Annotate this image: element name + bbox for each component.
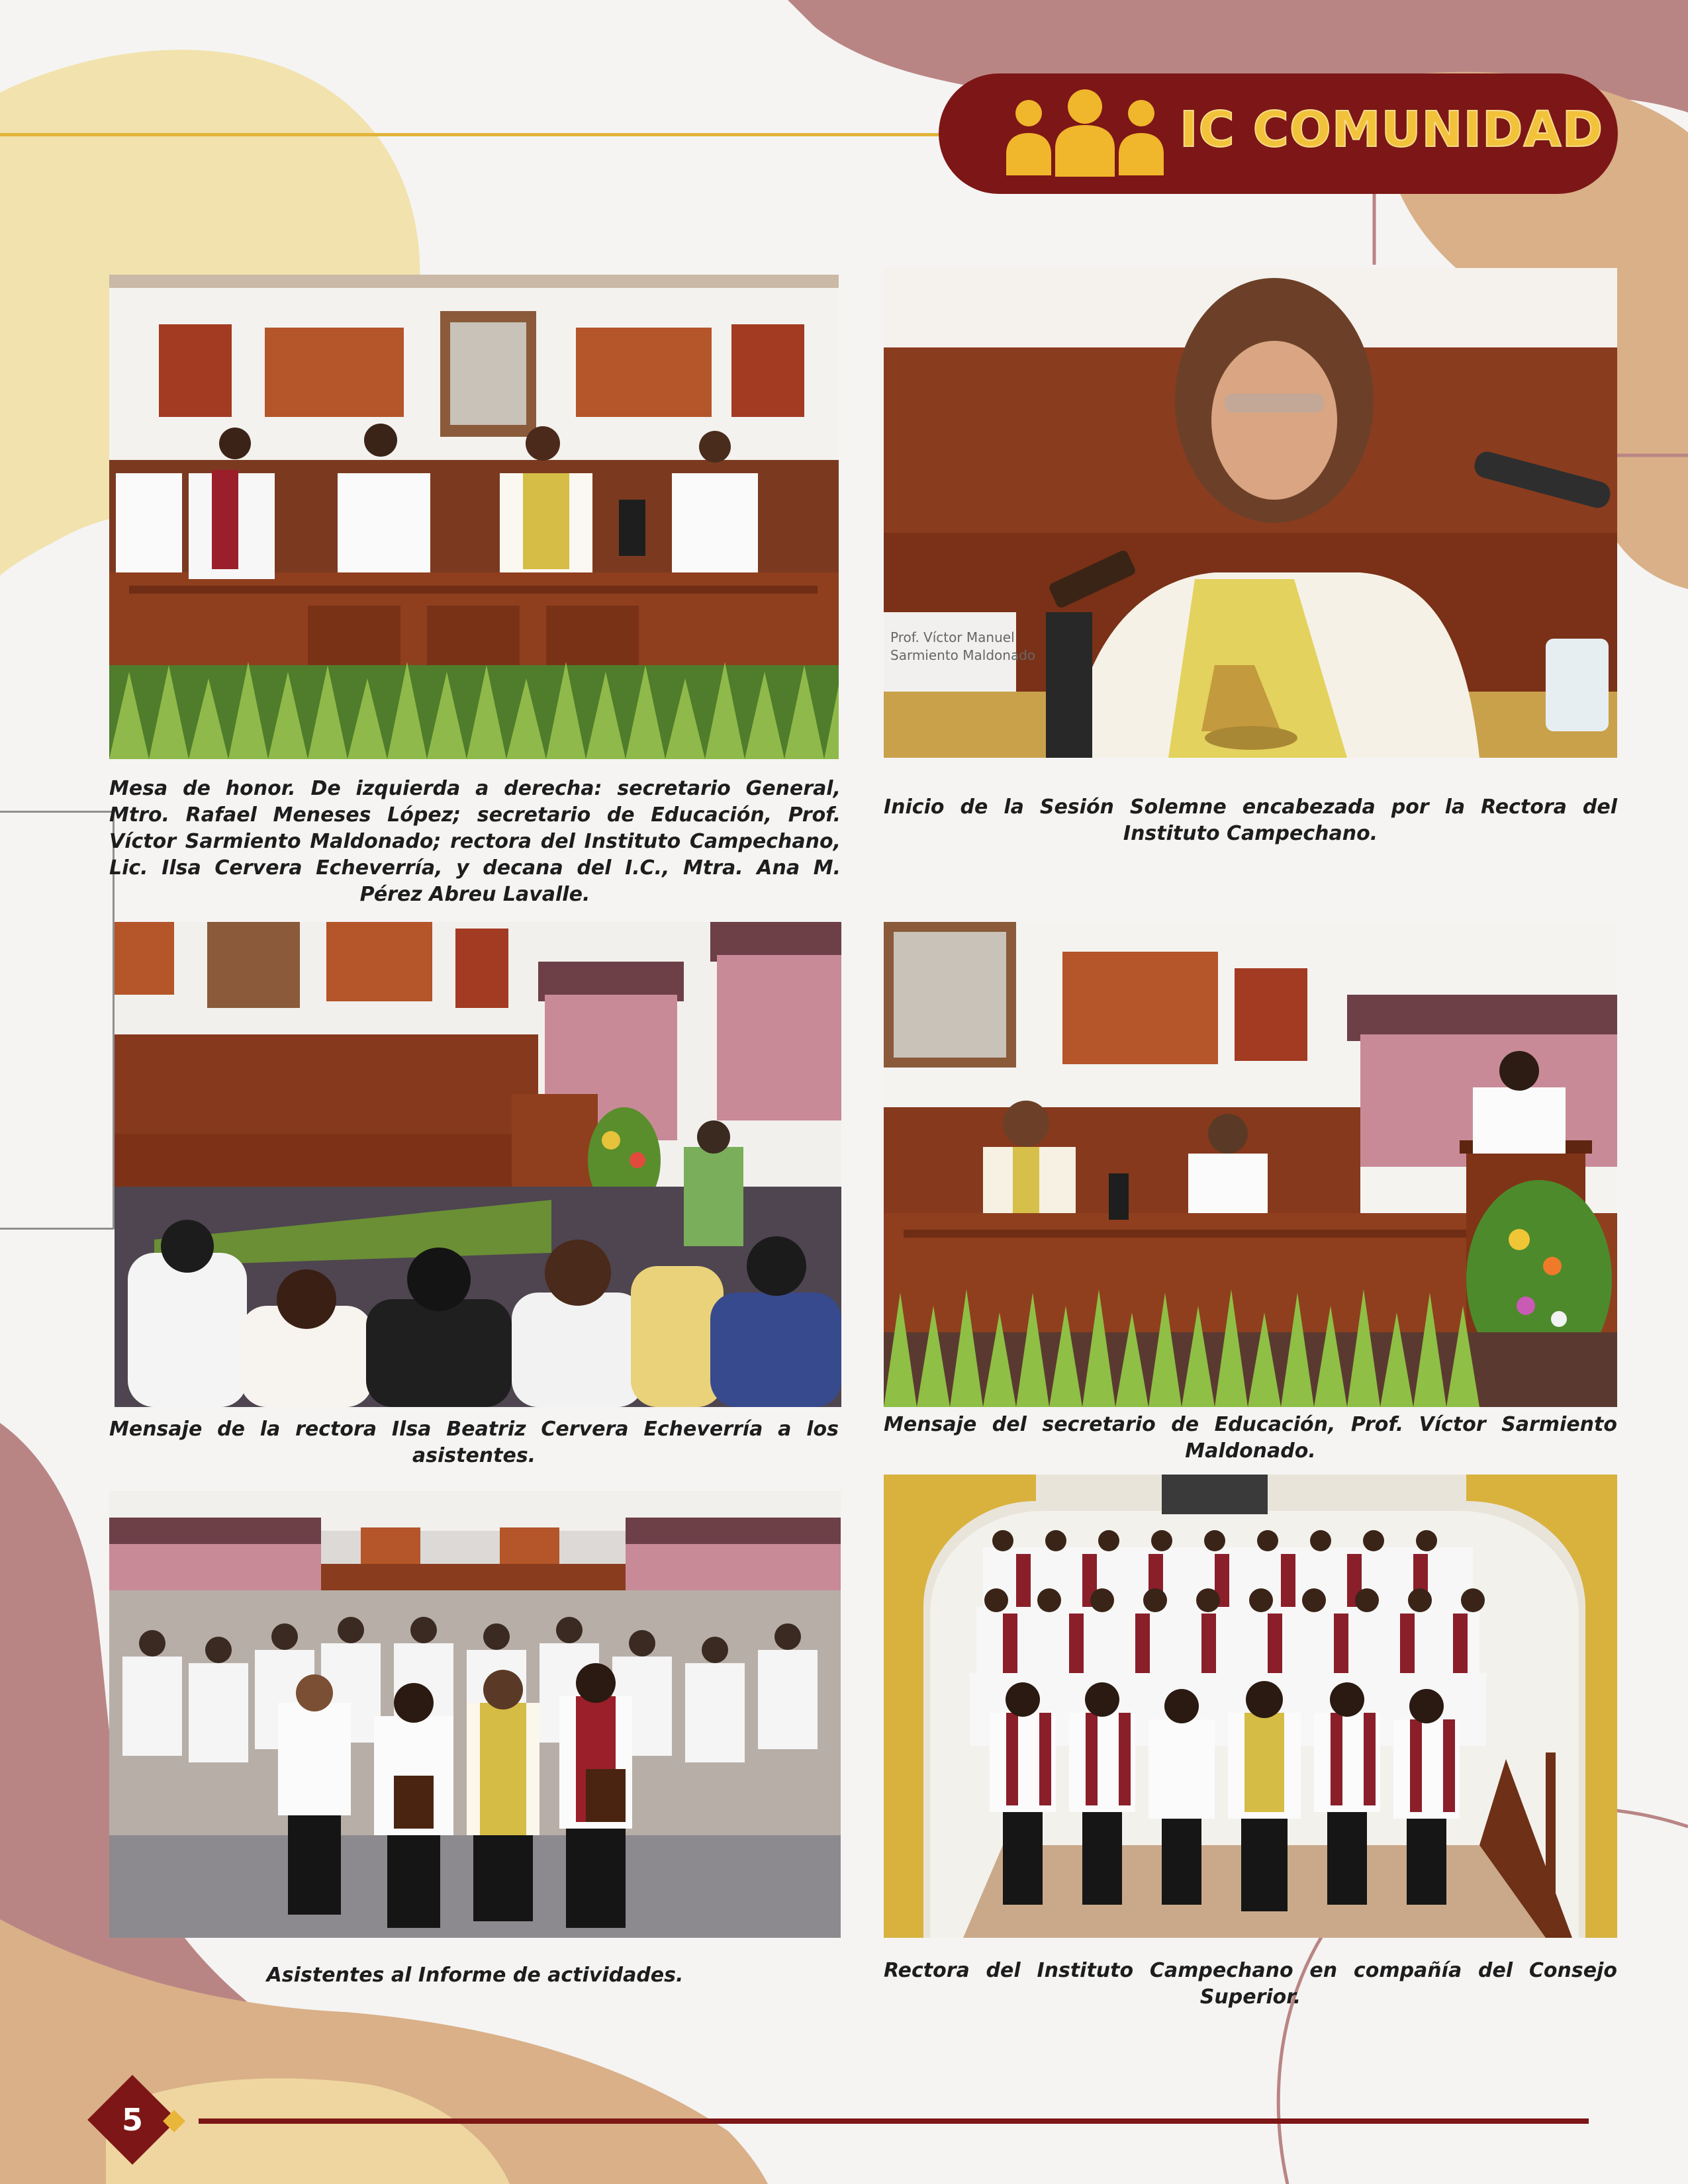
photo-asistentes: [109, 1491, 841, 1938]
photo-mensaje-secretario: [884, 922, 1617, 1407]
svg-text:Sarmiento Maldonado: Sarmiento Maldonado: [890, 647, 1036, 663]
side-connector-bottom: [0, 1228, 114, 1230]
photo-inicio-sesion: [884, 268, 1617, 758]
photo-mensaje-rectora: [115, 922, 841, 1407]
photo-mesa-de-honor: [109, 275, 839, 759]
caption-mesa-de-honor: Mesa de honor. De izquierda a derecha: secretario General, Mtro. Rafael Meneses López; secretario de Educación, Prof. Víctor Sarmiento Maldonado; rectora del Instituto Campechano, Lic. Ilsa Cervera Echeverría, y decana del I.C., Mtra. Ana M. Pérez Abreu Lavalle.: [109, 777, 841, 906]
section-title: IC COMUNIDAD: [1180, 101, 1604, 158]
header-gold-line: [0, 133, 953, 136]
caption-asistentes: Asistentes al Informe de actividades.: [266, 1964, 684, 1987]
side-connector-top: [0, 811, 114, 813]
caption-mensaje-rectora: Mensaje de la rectora Ilsa Beatriz Cervera Echeverría a los asistentes.: [109, 1418, 839, 1467]
page-number: 5: [121, 2102, 143, 2138]
caption-inicio-sesion: Inicio de la Sesión Solemne encabezada por la Rectora del Instituto Campechano.: [884, 796, 1617, 845]
people-group-icon: [1006, 88, 1164, 178]
photo-consejo-superior: [884, 1475, 1617, 1938]
footer-line: [199, 2118, 1589, 2124]
caption-mensaje-secretario: Mensaje del secretario de Educación, Prof. Víctor Sarmiento Maldonado.: [884, 1413, 1617, 1463]
caption-consejo-superior: Rectora del Instituto Campechano en compañía del Consejo Superior.: [884, 1959, 1617, 2009]
nameplate-text: Prof. Víctor Manuel: [890, 629, 1015, 645]
